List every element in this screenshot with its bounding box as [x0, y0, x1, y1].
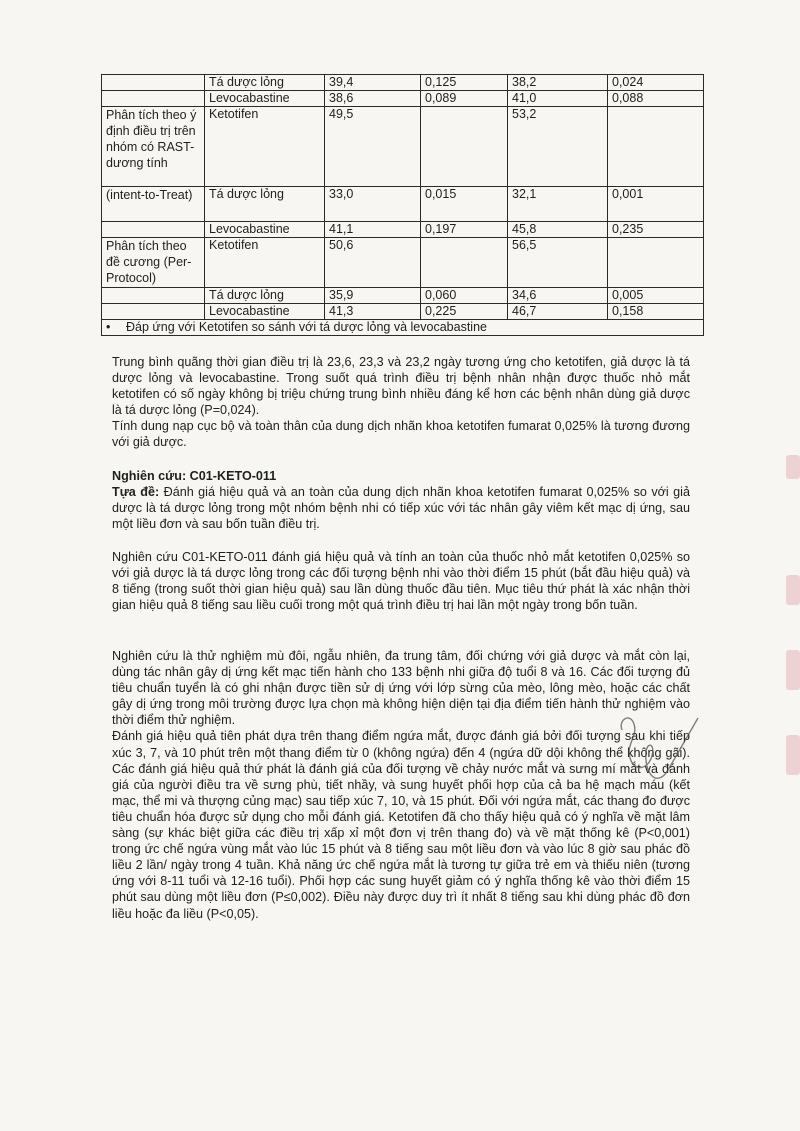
bullet-icon: • — [106, 320, 111, 334]
p-value-cell — [608, 107, 704, 187]
p-value-cell — [608, 238, 704, 288]
p-value-cell — [421, 107, 508, 187]
summary-section — [112, 354, 690, 451]
p-value-cell: 0,225 — [421, 304, 508, 320]
p-value-cell: 0,015 — [421, 187, 508, 222]
table-footnote-text: Đáp ứng với Ketotifen so sánh với tá dược lỏng và levocabastine — [126, 320, 487, 334]
p-value-cell: 0,001 — [608, 187, 704, 222]
value-cell: 56,5 — [508, 238, 608, 288]
table-row — [102, 222, 704, 238]
group-cell: (intent-to-Treat) — [102, 187, 205, 222]
p-value-cell: 0,197 — [421, 222, 508, 238]
group-cell — [102, 91, 205, 107]
p-value-cell: 0,235 — [608, 222, 704, 238]
treatment-cell: Levocabastine — [205, 222, 325, 238]
p-value-cell: 0,005 — [608, 288, 704, 304]
value-cell: 49,5 — [325, 107, 421, 187]
p-value-cell — [421, 238, 508, 288]
study-title-text: Đánh giá hiệu quả và an toàn của dung dịch nhãn khoa ketotifen fumarat 0,025% so với giả dược là tá dược lỏng trong một nhóm bệnh nhi có tiếp xúc với tác nhân gây viêm kết mạc dị ứng, sau một liều đơn và sau bốn tuần điều trị. — [112, 485, 690, 532]
group-cell — [102, 288, 205, 304]
group-cell — [102, 75, 205, 91]
treatment-cell: Ketotifen — [205, 107, 325, 187]
results-table-body — [102, 75, 704, 336]
edge-stamp-mark — [786, 575, 800, 605]
treatment-cell: Tá dược lỏng — [205, 288, 325, 304]
group-cell: Phân tích theo ý định điều trị trên nhóm có RAST- dương tính — [102, 107, 205, 187]
table-footnote — [102, 320, 704, 336]
value-cell: 35,9 — [325, 288, 421, 304]
table-footnote-row — [102, 320, 704, 336]
value-cell: 46,7 — [508, 304, 608, 320]
value-cell: 38,6 — [325, 91, 421, 107]
p-value-cell: 0,089 — [421, 91, 508, 107]
tolerability-paragraph: Tính dung nạp cục bộ và toàn thân của dung dịch nhãn khoa ketotifen fumarat 0,025% là tương đương với giả dược. — [112, 419, 690, 450]
efficacy-paragraph: Đánh giá hiệu quả tiên phát dựa trên thang điểm ngứa mắt, được đánh giá bởi đối tượng sau khi tiếp xúc 3, 7, và 10 phút trên một thang điểm từ 0 (không ngứa) đến 4 (ngứa dữ dội không thể không gãi). Các đánh giá hiệu quả thứ phát là đánh giá của đối tượng về chảy nước mắt và sưng mí mắt và đánh giá của người điều tra về sưng phù, tiết nhầy, và sung huyết phối hợp của cả ba hệ mạch máu (kết mạc, thể mi và thượng củng mạc) sau tiếp xúc 7, 10, và 15 phút. Đối với ngứa mắt, các thang đo được tiêu chuẩn hóa được sử dụng cho mỗi đánh giá. Ketotifen đã cho thấy hiệu quả có ý nghĩa về mặt lâm sàng (sự khác biệt giữa các điều trị xấp xỉ một đơn vị trên thang đo) và về mặt thống kê (P<0,001) trong ức chế ngứa vùng mắt vào lúc 15 phút và 8 tiếng sau một liều đơn và vào lúc 8 giờ sau phác đồ liều 2 lần/ ngày trong 4 tuần. Khả năng ức chế ngứa mắt là tương tự giữa trẻ em và thiếu niên (tương ứng với 8-11 tuổi và 12-16 tuổi). Phối hợp các sung huyết giảm có ý nghĩa thống kê vào thời điểm 15 phút sau dùng một liều đơn (P≤0,002). Điều này được duy trì ít nhất 8 tiếng sau khi dùng phác đồ đơn liều hoặc đa liều (P<0,05). — [112, 729, 690, 921]
p-value-cell: 0,060 — [421, 288, 508, 304]
study-title-label: Tựa đề: — [112, 485, 160, 500]
group-cell: Phân tích theo đề cương (Per-Protocol) — [102, 238, 205, 288]
design-paragraph: Nghiên cứu là thử nghiệm mù đôi, ngẫu nhiên, đa trung tâm, đối chứng với giả dược và mắt còn lại, dùng tác nhân gây dị ứng kết mạc tiến hành cho 133 bệnh nhi giữa độ tuổi 8 và 16. Các đối tượng đủ tiêu chuẩn tuyển là có ghi nhận được tiền sử dị ứng với lớp sừng của mèo, lông mèo, hoặc các chất gây dị ứng trong môi trường được lựa chọn mà không hiện diện tại địa điểm tiến hành thử nghiệm vào thời điểm thử nghiệm. — [112, 649, 690, 728]
table-row — [102, 107, 704, 187]
intro-paragraph: Nghiên cứu C01-KETO-011 đánh giá hiệu quả và tính an toàn của thuốc nhỏ mắt ketotifen 0,025% so với giả dược là tá dược lỏng trong các đối tượng bệnh nhi vào thời điểm 15 phút (bắt đầu hiệu quả) và 8 tiếng (trong suốt thời gian hiệu quả) sau lần dùng thuốc đầu tiên. Mục tiêu thứ phát là xác nhận thời gian hiệu quả 8 tiếng sau liều cuối trong một quá trình điều trị hai lần một ngày trong bốn tuần. — [112, 550, 690, 613]
value-cell: 41,0 — [508, 91, 608, 107]
value-cell: 53,2 — [508, 107, 608, 187]
value-cell: 41,3 — [325, 304, 421, 320]
study-heading: Nghiên cứu: C01-KETO-011 — [112, 469, 277, 483]
value-cell: 33,0 — [325, 187, 421, 222]
edge-stamp-mark — [786, 735, 800, 775]
edge-stamp-mark — [786, 455, 800, 479]
p-value-cell: 0,158 — [608, 304, 704, 320]
handwritten-signature — [600, 700, 710, 810]
treatment-cell: Tá dược lỏng — [205, 187, 325, 222]
value-cell: 38,2 — [508, 75, 608, 91]
group-cell — [102, 222, 205, 238]
value-cell: 45,8 — [508, 222, 608, 238]
summary-paragraph: Trung bình quãng thời gian điều trị là 23,6, 23,3 và 23,2 ngày tương ứng cho ketotifen, giả dược là tá dược lỏng và levocabastine. Trong suốt quá trình điều trị bệnh nhân nhận được thuốc nhỏ mắt ketotifen có số ngày không bị triệu chứng trung bình nhiều đáng kể hơn các bệnh nhân dùng giả dược là tá dược lỏng (P=0,024). — [112, 355, 690, 418]
edge-stamp-mark — [786, 650, 800, 690]
group-cell — [102, 304, 205, 320]
table-row — [102, 238, 704, 288]
value-cell: 39,4 — [325, 75, 421, 91]
value-cell: 32,1 — [508, 187, 608, 222]
p-value-cell: 0,088 — [608, 91, 704, 107]
intro-section — [112, 549, 690, 613]
table-row — [102, 91, 704, 107]
table-row — [102, 304, 704, 320]
p-value-cell: 0,125 — [421, 75, 508, 91]
treatment-cell: Tá dược lỏng — [205, 75, 325, 91]
study-section — [112, 468, 690, 532]
value-cell: 50,6 — [325, 238, 421, 288]
study-title — [112, 484, 690, 532]
treatment-cell: Levocabastine — [205, 91, 325, 107]
treatment-cell: Ketotifen — [205, 238, 325, 288]
value-cell: 34,6 — [508, 288, 608, 304]
value-cell: 41,1 — [325, 222, 421, 238]
table-row — [102, 288, 704, 304]
results-table — [101, 74, 704, 336]
p-value-cell: 0,024 — [608, 75, 704, 91]
treatment-cell: Levocabastine — [205, 304, 325, 320]
table-row — [102, 187, 704, 222]
table-row — [102, 75, 704, 91]
